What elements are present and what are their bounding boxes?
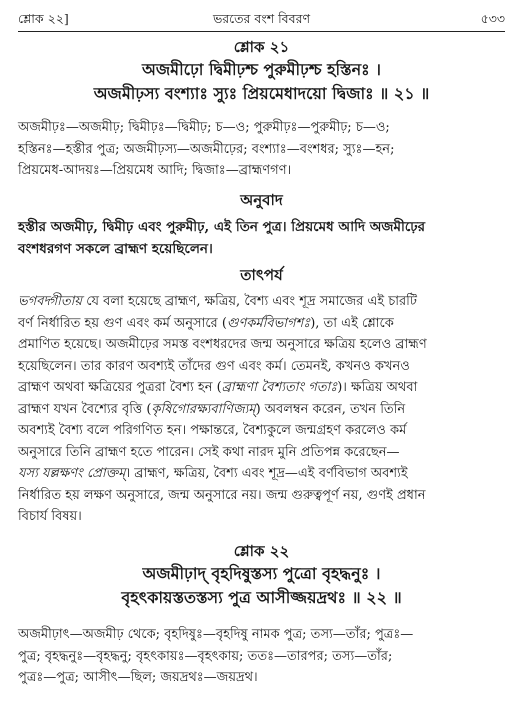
book-title: ভগবদ্গীতায় (18, 294, 83, 309)
verse-line: অজমীঢ়স্য বংশ্যাঃ স্যুঃ প্রিয়মেধাদয়ো দ্বিজাঃ ॥ ২১ ॥ (93, 84, 430, 103)
verse-line: অজমীঢ়ো দ্বিমীঢ়শ্চ পুরুমীঢ়শ্চ হস্তিনঃ । (142, 60, 381, 79)
purport-line: বর্ণ নির্ধারিত হয় গুণ এবং কর্ম অনুসারে (গুণকর্মবিভাগশঃ), তা এই শ্লোকে (18, 315, 394, 331)
translation-heading-block (18, 190, 505, 212)
verse-reference: শ্লোক ২২] (18, 11, 69, 26)
purport-paragraph (18, 291, 505, 528)
page-number: ৫৩৩ (480, 11, 505, 26)
verse-line: অজমীঢ়াদ্ বৃহদিষুস্তস্য পুত্রো বৃহদ্ধনুঃ । (142, 564, 381, 583)
purport-heading-block (18, 265, 505, 287)
translation-heading: অনুবাদ (240, 191, 283, 209)
verse-line: বৃহৎকায়স্ততস্তস্য পুত্র আসীজ্জয়দ্রথঃ ॥ ২২ ॥ (121, 588, 402, 607)
verse-21 (18, 36, 505, 106)
synonyms-line: প্রিয়মেধ-আদয়ঃ—প্রিয়মেধ আদি; দ্বিজাঃ—ব্রাহ্মণগণ। (18, 163, 292, 178)
purport-line: যস্য যল্লক্ষণং প্রোক্তম্। ব্রাহ্মণ, ক্ষত্রিয়, বৈশ্য এবং শূদ্র—এই বর্ণবিভাগ অবশ্যই (18, 466, 408, 481)
translation-21 (18, 216, 505, 260)
synonyms-21 (18, 117, 505, 182)
synonyms-line: পুত্রঃ—পুত্র; আসীৎ—ছিল; জয়দ্রথঃ—জয়দ্রথ। (18, 670, 258, 685)
translation-line: হস্তীর অজমীঢ়, দ্বিমীঢ় এবং পুরুমীঢ়, এই তিন পুত্র। প্রিয়মেধ আদি অজমীঢ়ের (18, 219, 426, 235)
synonyms-line: অজমীঢ়াৎ—অজমীঢ় থেকে; বৃহদিষুঃ—বৃহদিষু নামক পুত্র; তস্য—তাঁর; পুত্রঃ— (18, 627, 414, 642)
header-rule (18, 31, 505, 32)
purport-line: বিচার্য বিষয়। (18, 509, 82, 524)
verse-number: শ্লোক ২১ (233, 38, 290, 56)
purport-line: ব্রাহ্মণ যখন বৈশ্যের বৃত্তি (কৃষিগোরক্ষ্যবাণিজ্যম্) অবলম্বন করেন, তখন তিনি (18, 401, 406, 417)
synonyms-22 (18, 624, 505, 689)
purport-line: অবশ্যই বৈশ্য বলে পরিগণিত হন। পক্ষান্তরে, বৈশ্যকুলে জন্মগ্রহণ করলেও কর্ম (18, 423, 407, 438)
verse-22 (18, 540, 505, 610)
synonyms-line: অজমীঢ়ঃ—অজমীঢ়; দ্বিমীঢ়ঃ—দ্বিমীঢ়; চ—ও; পুরুমীঢ়ঃ—পুরুমীঢ়; চ—ও; (18, 120, 390, 135)
verse-number: শ্লোক ২২ (233, 542, 290, 560)
purport-line: নির্ধারিত হয় লক্ষণ অনুসারে, জন্ম অনুসারে নয়। জন্ম গুরুত্বপূর্ণ নয়, গুণই প্রধান (18, 487, 426, 503)
purport-line: হয়েছিলেন। তার কারণ অবশ্যই তাঁদের গুণ এবং কর্ম। তেমনই, কখনও কখনও (18, 358, 410, 374)
purport-line: প্রমাণিত হয়েছে। অজমীঢ়ের সমস্ত বংশধরদের জন্ম অনুসারে ক্ষত্রিয় হলেও ব্রাহ্মণ (18, 337, 427, 352)
chapter-title: ভরতের বংশ বিবরণ (212, 11, 311, 26)
synonyms-line: হস্তিনঃ—হস্তীর পুত্র; অজমীঢ়স্য—অজমীঢ়ের; বংশ্যাঃ—বংশধর; স্যুঃ—হন; (18, 141, 395, 157)
synonyms-line: পুত্র; বৃহদ্ধনুঃ—বৃহদ্ধনু; বৃহৎকায়ঃ—বৃহৎকায়; ততঃ—তারপর; তস্য—তাঁর; (18, 648, 393, 664)
translation-line: বংশধরগণ সকলে ব্রাহ্মণ হয়েছিলেন। (18, 241, 213, 257)
purport-line: ব্রাহ্মণ অথবা ক্ষত্রিয়ের পুত্ররা বৈশ্য হন (ব্রাহ্মণা বৈশ্যতাং গতাঃ)। ক্ষত্রিয় অথবা (18, 380, 418, 395)
purport-line: ভগবদ্গীতায় যে বলা হয়েছে ব্রাহ্মণ, ক্ষত্রিয়, বৈশ্য এবং শূদ্র সমাজের এই চারটি (18, 294, 417, 309)
purport-heading: তাৎপর্য (240, 266, 283, 284)
purport-line: অনুসারে তিনি ব্রাহ্মণ হতে পারেন। সেই কথা নারদ মুনি প্রতিপন্ন করেছেন— (18, 444, 400, 460)
running-head (18, 8, 505, 30)
